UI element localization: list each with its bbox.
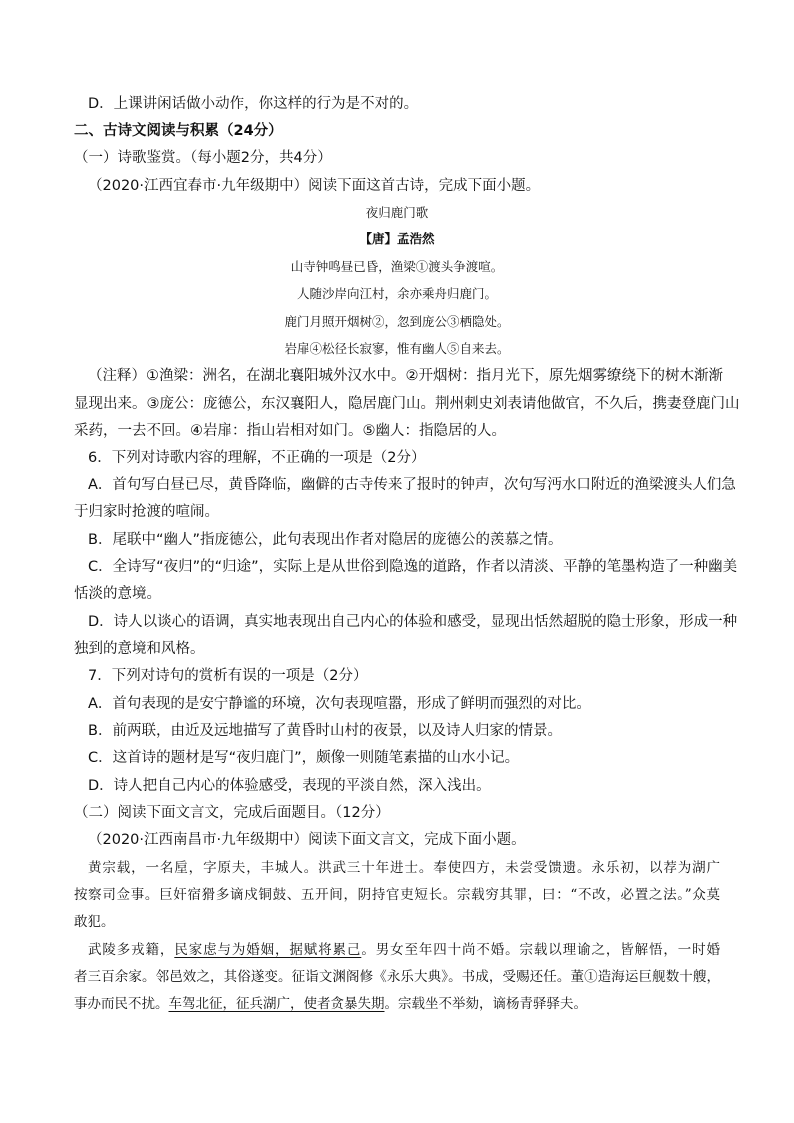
underlined-sentence: 车驾北征，征兵湖广，使者贪暴失期 [168,996,385,1012]
question-6-option-a: A．首句写白昼已尽，黄昏降临，幽僻的古寺传来了报时的钟声，次句写沔水口附近的渔梁渡头人们急 [88,477,736,493]
poem-notes-line: （注释）①渔梁：洲名，在湖北襄阳城外汉水中。②开烟树：指月光下，原先烟雾缭绕下的树木渐渐 [88,368,723,384]
passage-text: 。男女至年四十尚不婚。宗载以理谕之，皆解悟，一时婚 [361,942,721,958]
passage-text: 。宗载坐不举劾，谪杨青驿驿夫。 [384,996,587,1012]
question-7-option-a: A．首句表现的是安宁静谧的环境，次句表现喧嚣，形成了鲜明而强烈的对比。 [88,696,591,712]
underlined-sentence: 民家虑与为婚姻，据赋将累己 [174,942,362,958]
question-6-stem: 6．下列对诗歌内容的理解，不正确的一项是（2分） [88,450,426,466]
question-6-option-c-cont: 恬淡的意境。 [74,586,161,602]
poem-line: 鹿门月照开烟树②，忽到庞公③栖隐处。 [284,314,510,329]
question-7-stem: 7．下列对诗句的赏析有误的一项是（2分） [88,668,368,684]
poem-title: 夜归鹿门歌 [365,205,429,220]
poem-author: 【唐】孟浩然 [359,231,435,246]
passage-line [74,994,587,1014]
question-7-option-d: D．诗人把自己内心的体验感受，表现的平淡自然，深入浅出。 [88,778,491,794]
part-1-intro: （2020·江西宜春市·九年级期中）阅读下面这首古诗，完成下面小题。 [88,178,541,194]
part-1-title: （一）诗歌鉴赏。（每小题2分，共4分） [74,150,332,166]
passage-line: 按察司佥事。巨奸宿猾多谪戍铜鼓、五开间，阴持官吏短长。宗载穷其罪，曰：“不改，必置之法。”众莫 [74,887,720,903]
poem-notes-line: 显现出来。③庞公：庞德公，东汉襄阳人，隐居鹿门山。荆州刺史刘表请他做官，不久后，携妻登鹿门山 [74,396,740,412]
passage-line [88,940,720,960]
question-6-option-b: B．尾联中“幽人”指庞德公，此句表现出作者对隐居的庞德公的羡慕之情。 [88,532,563,548]
part-2-intro: （2020·江西南昌市·九年级期中）阅读下面文言文，完成下面小题。 [88,832,526,848]
section-2-title: 二、古诗文阅读与积累（24分） [74,123,283,139]
question-6-option-a-cont: 于归家时抢渡的喧闹。 [74,504,219,520]
passage-line: 黄宗载，一名垕，字原夫，丰城人。洪武三十年进士。奉使四方，未尝受馈遗。永乐初，以荐为湖广 [88,860,720,876]
poem-line: 岩扉④松径长寂寥，惟有幽人⑤自来去。 [284,341,510,356]
passage-line: 者三百余家。邻邑效之，其俗遂变。征诣文渊阁修《永乐大典》。书成，受赐还任。董①造海运巨舰数十艘， [74,969,720,985]
question-7-option-c: C．这首诗的题材是写“夜归鹿门”，颇像一则随笔素描的山水小记。 [88,750,520,766]
part-2-title: （二）阅读下面文言文，完成后面题目。（12分） [74,805,390,821]
question-6-option-d: D．诗人以谈心的语调，真实地表现出自己内心的体验和感受，显现出恬然超脱的隐士形象，形成一种 [88,614,738,630]
question-5-option-d: D．上课讲闲话做小动作，你这样的行为是不对的。 [88,96,419,112]
question-6-option-d-cont: 独到的意境和风格。 [74,641,205,657]
question-7-option-b: B．前两联，由近及远地描写了黄昏时山村的夜景，以及诗人归家的情景。 [88,723,562,739]
passage-text: 事办而民不扰。 [74,996,169,1012]
question-6-option-c: C．全诗写“夜归”的“归途”，实际上是从世俗到隐逸的道路，作者以清淡、平静的笔墨构造了一种幽美 [88,559,738,575]
poem-line: 人随沙岸向江村，余亦乘舟归鹿门。 [296,286,497,301]
passage-text: 武陵多戎籍， [88,942,175,958]
poem-line: 山寺钟鸣昼已昏，渔梁①渡头争渡喧。 [290,259,504,274]
poem-notes-line: 采药，一去不回。④岩扉：指山岩相对如门。⑤幽人：指隐居的人。 [74,423,506,439]
passage-line: 敢犯。 [74,914,115,930]
